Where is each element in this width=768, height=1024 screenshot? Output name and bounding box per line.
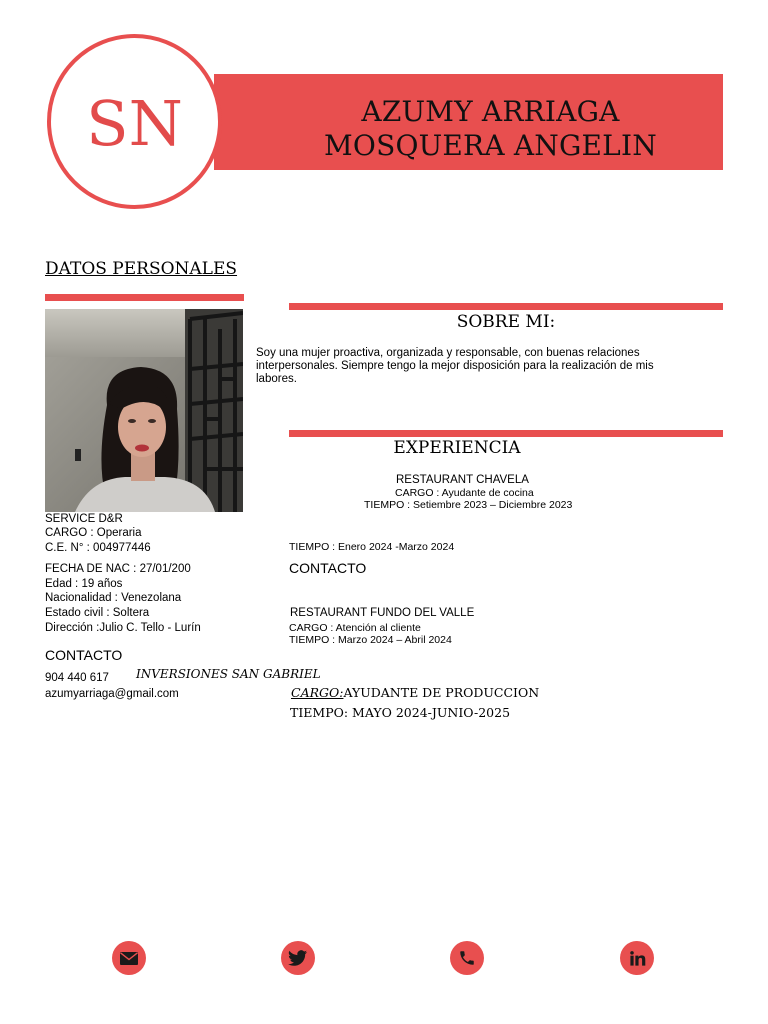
job1-cargo: CARGO : Ayudante de cocina — [395, 487, 534, 499]
job2-tiempo: TIEMPO : Marzo 2024 – Abril 2024 — [289, 634, 452, 646]
job3-cargo-label: CARGO: — [291, 685, 344, 700]
sobre-mi-title: SOBRE MI: — [456, 312, 556, 332]
job-cargo-operaria: CARGO : Operaria — [45, 527, 142, 539]
job3-cargo — [291, 685, 539, 700]
job-company-service-dr: SERVICE D&R — [45, 513, 123, 525]
linkedin-icon[interactable] — [620, 941, 654, 975]
fecha-nacimiento: FECHA DE NAC : 27/01/200 — [45, 563, 191, 575]
nacionalidad: Nacionalidad : Venezolana — [45, 592, 182, 604]
datos-rule — [45, 294, 244, 301]
experiencia-contacto-heading: CONTACTO — [289, 560, 367, 576]
contact-email[interactable]: azumyarriaga@gmail.com — [45, 688, 179, 700]
experiencia-title: EXPERIENCIA — [393, 438, 521, 458]
mail-icon[interactable] — [112, 941, 146, 975]
direccion: Dirección :Julio C. Tello - Lurín — [45, 622, 201, 634]
ce-number: C.E. N° : 004977446 — [45, 542, 151, 554]
job3-tiempo: TIEMPO: MAYO 2024-JUNIO-2025 — [290, 705, 511, 720]
name-line-2: MOSQUERA ANGELIN — [324, 129, 657, 162]
phone-icon[interactable] — [450, 941, 484, 975]
sobre-mi-rule — [289, 303, 723, 310]
estado-civil: Estado civil : Soltera — [45, 607, 150, 619]
datos-personales-title: DATOS PERSONALES — [45, 259, 238, 279]
contacto-heading: CONTACTO — [45, 647, 123, 663]
job1-tiempo: TIEMPO : Setiembre 2023 – Diciembre 2023 — [364, 499, 573, 511]
monogram: SN — [86, 87, 183, 160]
job2-cargo: CARGO : Atención al cliente — [289, 622, 421, 634]
name-line-1: AZUMY ARRIAGA — [361, 95, 620, 128]
job1-company: RESTAURANT CHAVELA — [396, 474, 529, 486]
contact-phone[interactable]: 904 440 617 — [45, 672, 109, 684]
twitter-icon[interactable] — [281, 941, 315, 975]
profile-photo — [45, 309, 243, 512]
job1b-tiempo: TIEMPO : Enero 2024 -Marzo 2024 — [289, 541, 455, 553]
job2-company: RESTAURANT FUNDO DEL VALLE — [290, 607, 475, 619]
job3-company: INVERSIONES SAN GABRIEL — [136, 667, 321, 681]
experiencia-rule — [289, 430, 723, 437]
sobre-mi-text: Soy una mujer proactiva, organizada y responsable, con buenas relaciones interpersonales. Siempre tengo la mejor disposición para la realización de mis labores. — [256, 347, 654, 385]
edad: Edad : 19 años — [45, 578, 123, 590]
job3-cargo-value: AYUDANTE DE PRODUCCION — [343, 685, 540, 700]
